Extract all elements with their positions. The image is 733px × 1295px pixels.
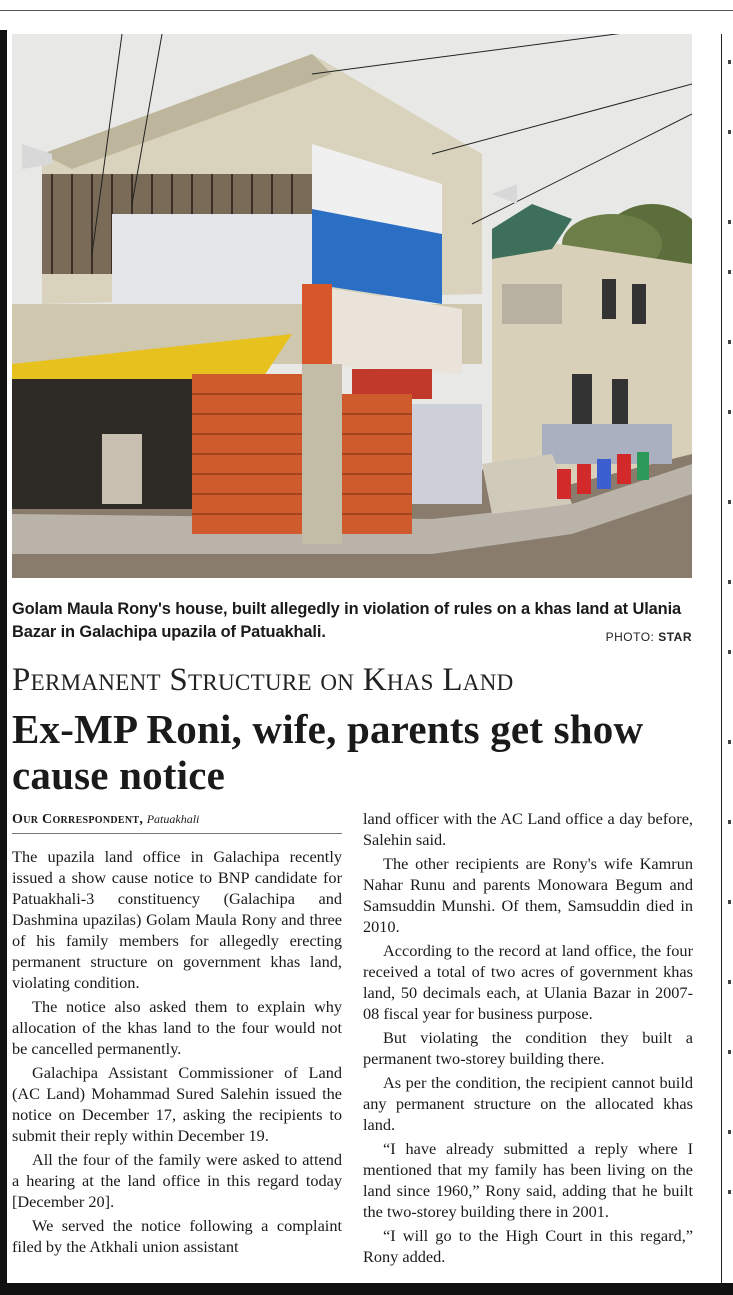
photo-caption: Golam Maula Rony's house, built allegedly in violation of rules on a khas land at Ulania Bazar in Galachipa upazila of Patuakhali. (12, 600, 682, 641)
house-illustration (12, 34, 692, 578)
article-kicker: Permanent Structure on Khas Land (12, 662, 514, 698)
left-page-edge (0, 30, 7, 1285)
paragraph: According to the record at land office, the four received a total of two acres of government khas land, 50 decimals each, at Ulania Bazar in 2007-08 fiscal year for business purpose. (363, 941, 693, 1023)
adjacent-column-edge (727, 40, 733, 1280)
article-column-2 (363, 808, 693, 1267)
paragraph: But violating the condition they built a permanent two-storey building there. (363, 1028, 693, 1068)
paragraph: The notice also asked them to explain why allocation of the khas land to the four would not be cancelled permanently. (12, 997, 342, 1058)
paragraph: As per the condition, the recipient cannot build any permanent structure on the allocated khas land. (363, 1073, 693, 1134)
paragraph: “I have already submitted a reply where I mentioned that my family has been living on the land since 1960,” Rony said, adding that he built the two-storey building there in 2001. (363, 1139, 693, 1221)
byline (12, 810, 342, 829)
byline-place: Patuakhali (146, 812, 200, 826)
article-headline: Ex-MP Roni, wife, parents get show cause notice (12, 706, 644, 798)
article-column-1 (12, 846, 342, 1257)
column-divider-rule (721, 34, 722, 1284)
byline-rule (12, 833, 342, 834)
top-rule (0, 10, 733, 11)
paragraph: “I will go to the High Court in this regard,” Rony added. (363, 1226, 693, 1266)
byline-name: Our Correspondent, (12, 812, 144, 827)
bottom-page-edge (0, 1283, 733, 1295)
paragraph: Galachipa Assistant Commissioner of Land (AC Land) Mohammad Sured Salehin issued the notice on December 17, asking the recipients to submit their reply within December 19. (12, 1063, 342, 1145)
photo-credit (606, 630, 692, 644)
paragraph: The other recipients are Rony's wife Kamrun Nahar Runu and parents Monowara Begum and Samsuddin Munshi. Of them, Samsuddin died in 2010. (363, 854, 693, 936)
news-photo-house (12, 34, 692, 578)
paragraph: We served the notice following a complaint filed by the Atkhali union assistant (12, 1216, 342, 1256)
paragraph: land officer with the AC Land office a day before, Salehin said. (363, 809, 693, 849)
paragraph: The upazila land office in Galachipa recently issued a show cause notice to BNP candidate for Patuakhali-3 constituency (Galachipa and Dashmina upazilas) Golam Maula Rony and three of his family members for allegedly erecting permanent structure on government khas land, violating condition. (12, 847, 342, 992)
photo-credit-prefix: PHOTO: (605, 630, 659, 644)
paragraph: All the four of the family were asked to attend a hearing at the land office in this regard today [December 20]. (12, 1150, 342, 1211)
photo-credit-source: STAR (658, 630, 692, 644)
